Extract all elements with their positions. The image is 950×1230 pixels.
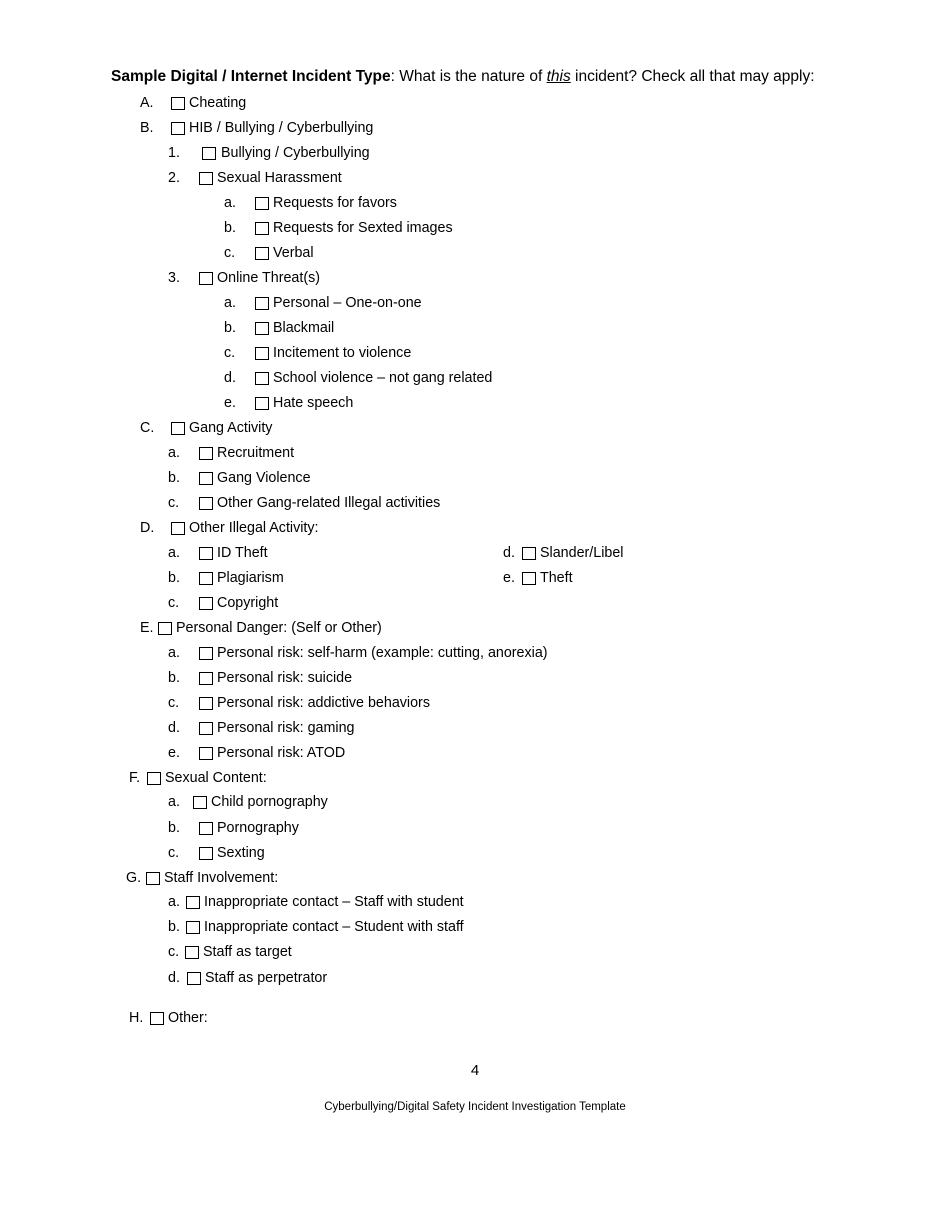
heading-question-part2: incident? Check all that may apply: <box>570 68 815 85</box>
item-label-b2: Sexual Harassment <box>217 170 342 186</box>
item-label-b1: Bullying / Cyberbullying <box>221 145 370 161</box>
item-label-b3: Online Threat(s) <box>217 270 321 286</box>
item-label-ea: Personal risk: self-harm (example: cutting, anorexia) <box>217 645 548 661</box>
item-label-gc: Staff as target <box>203 944 292 960</box>
checkbox-b3[interactable] <box>199 272 213 285</box>
item-label-b3b: Blackmail <box>273 320 335 336</box>
item-label-gb: Inappropriate contact – Student with staff <box>204 919 464 935</box>
item-label-de: Theft <box>540 570 573 586</box>
item-label-b2c: Verbal <box>273 245 314 261</box>
item-marker: a. <box>168 545 180 561</box>
checkbox-b2a[interactable] <box>255 197 269 210</box>
item-label-e: Personal Danger: (Self or Other) <box>176 620 382 636</box>
checkbox-db[interactable] <box>199 572 213 585</box>
item-marker: A. <box>140 95 154 111</box>
item-label-eb: Personal risk: suicide <box>217 670 353 686</box>
item-label-d: Other Illegal Activity: <box>189 520 319 536</box>
checkbox-fb[interactable] <box>199 822 213 835</box>
checkbox-h[interactable] <box>150 1012 164 1025</box>
item-label-b3c: Incitement to violence <box>273 345 412 361</box>
item-label-dc: Copyright <box>217 595 279 611</box>
item-marker: e. <box>503 570 515 586</box>
item-label-c: Gang Activity <box>189 420 273 436</box>
checkbox-b2c[interactable] <box>255 247 269 260</box>
page-footer: Cyberbullying/Digital Safety Incident Investigation Template <box>324 1101 626 1113</box>
item-marker: b. <box>168 820 180 836</box>
checkbox-e[interactable] <box>158 622 172 635</box>
checkbox-ea[interactable] <box>199 647 213 660</box>
checkbox-ee[interactable] <box>199 747 213 760</box>
item-marker: c. <box>168 495 180 511</box>
item-label-db: Plagiarism <box>217 570 284 586</box>
checkbox-de[interactable] <box>522 572 536 585</box>
item-label-h: Other: <box>168 1010 208 1026</box>
item-label-fc: Sexting <box>217 845 265 861</box>
item-marker: c. <box>168 695 180 711</box>
item-marker: b. <box>224 320 236 336</box>
heading-question-part1: : What is the nature of <box>390 68 547 85</box>
item-label-ed: Personal risk: gaming <box>217 720 355 736</box>
checkbox-b1[interactable] <box>202 147 216 160</box>
item-marker: 1. <box>168 145 180 161</box>
checkbox-cb[interactable] <box>199 472 213 485</box>
item-marker: G. <box>126 870 142 886</box>
item-marker: C. <box>140 420 155 436</box>
item-label-b: HIB / Bullying / Cyberbullying <box>189 120 374 136</box>
item-marker: d. <box>168 720 180 736</box>
page-number: 4 <box>470 1062 480 1079</box>
item-label-ee: Personal risk: ATOD <box>217 745 346 761</box>
item-marker: D. <box>140 520 155 536</box>
item-label-ca: Recruitment <box>217 445 295 461</box>
checkbox-ed[interactable] <box>199 722 213 735</box>
checkbox-dd[interactable] <box>522 547 536 560</box>
item-marker: c. <box>168 845 180 861</box>
checkbox-b3c[interactable] <box>255 347 269 360</box>
item-marker: b. <box>224 220 236 236</box>
item-label-a: Cheating <box>189 95 247 111</box>
checkbox-cc[interactable] <box>199 497 213 510</box>
checkbox-b3b[interactable] <box>255 322 269 335</box>
item-marker: b. <box>168 919 180 935</box>
heading-title: Sample Digital / Internet Incident Type <box>111 68 391 85</box>
checkbox-gd[interactable] <box>187 972 201 985</box>
item-label-b3a: Personal – One-on-one <box>273 295 422 311</box>
item-label-fb: Pornography <box>217 820 299 836</box>
item-label-cb: Gang Violence <box>217 470 311 486</box>
item-marker: c. <box>224 245 236 261</box>
item-marker: c. <box>168 944 180 960</box>
checkbox-ca[interactable] <box>199 447 213 460</box>
item-label-b3e: Hate speech <box>273 395 354 411</box>
item-marker: B. <box>140 120 154 136</box>
item-label-ga: Inappropriate contact – Staff with student <box>204 894 464 910</box>
checkbox-b3e[interactable] <box>255 397 269 410</box>
item-marker: b. <box>168 670 180 686</box>
item-marker: a. <box>168 645 180 661</box>
item-marker: a. <box>168 894 180 910</box>
checkbox-fc[interactable] <box>199 847 213 860</box>
checkbox-b[interactable] <box>171 122 185 135</box>
item-label-f: Sexual Content: <box>165 770 267 786</box>
checkbox-ga[interactable] <box>186 896 200 909</box>
checkbox-d[interactable] <box>171 522 185 535</box>
item-marker: d. <box>168 970 180 986</box>
item-marker: e. <box>168 745 180 761</box>
item-label-b2b: Requests for Sexted images <box>273 220 453 236</box>
checkbox-ec[interactable] <box>199 697 213 710</box>
checkbox-fa[interactable] <box>193 796 207 809</box>
checkbox-gb[interactable] <box>186 921 200 934</box>
checkbox-b2b[interactable] <box>255 222 269 235</box>
item-marker: b. <box>168 570 180 586</box>
checkbox-a[interactable] <box>171 97 185 110</box>
item-marker: F. <box>129 770 141 786</box>
item-label-ec: Personal risk: addictive behaviors <box>217 695 430 711</box>
item-marker: 3. <box>168 270 180 286</box>
item-marker: a. <box>224 295 236 311</box>
checkbox-g[interactable] <box>146 872 160 885</box>
item-marker: d. <box>503 545 515 561</box>
item-label-dd: Slander/Libel <box>540 545 624 561</box>
checkbox-f[interactable] <box>147 772 161 785</box>
checkbox-da[interactable] <box>199 547 213 560</box>
item-marker: a. <box>168 794 180 810</box>
item-marker: a. <box>224 195 236 211</box>
item-label-b2a: Requests for favors <box>273 195 397 211</box>
item-marker: 2. <box>168 170 180 186</box>
heading-emphasis: this <box>546 68 571 85</box>
checkbox-b3a[interactable] <box>255 297 269 310</box>
checkbox-eb[interactable] <box>199 672 213 685</box>
item-marker: d. <box>224 370 236 386</box>
item-label-da: ID Theft <box>217 545 268 561</box>
item-label-cc: Other Gang-related Illegal activities <box>217 495 441 511</box>
item-label-fa: Child pornography <box>211 794 328 810</box>
item-marker: b. <box>168 470 180 486</box>
checkbox-b3d[interactable] <box>255 372 269 385</box>
checkbox-dc[interactable] <box>199 597 213 610</box>
item-label-g: Staff Involvement: <box>164 870 279 886</box>
item-label-b3d: School violence – not gang related <box>273 370 493 386</box>
item-marker: e. <box>224 395 236 411</box>
checkbox-b2[interactable] <box>199 172 213 185</box>
item-marker: a. <box>168 445 180 461</box>
checkbox-c[interactable] <box>171 422 185 435</box>
form-heading <box>111 68 815 86</box>
item-marker: c. <box>168 595 180 611</box>
item-marker: E. <box>140 620 154 636</box>
checkbox-gc[interactable] <box>185 946 199 959</box>
item-marker: c. <box>224 345 236 361</box>
item-label-gd: Staff as perpetrator <box>205 970 328 986</box>
item-marker: H. <box>129 1010 144 1026</box>
